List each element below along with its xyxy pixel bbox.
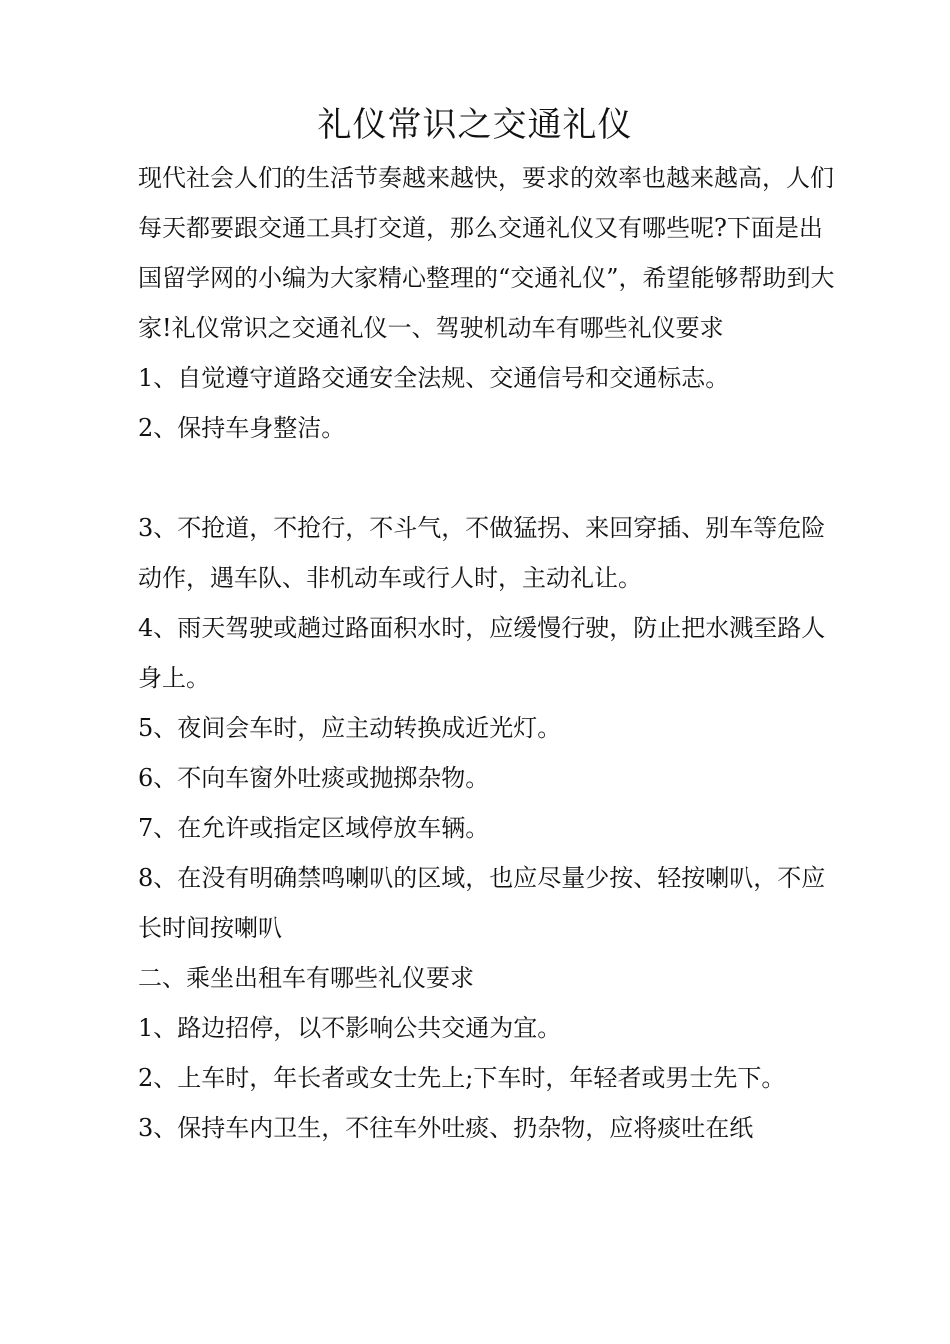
- list-item: 3、保持车内卫生，不往车外吐痰、扔杂物，应将痰吐在纸: [138, 1114, 754, 1142]
- list-item: 1、路边招停，以不影响公共交通为宜。: [138, 1014, 562, 1042]
- document-body: [138, 153, 838, 1153]
- intro-paragraph: 现代社会人们的生活节奏越来越快，要求的效率也越来越高，人们每天都要跟交通工具打交道，那么交通礼仪又有哪些呢?下面是出国留学网的小编为大家精心整理的“交通礼仪”，希望能够帮助到大家!礼仪常识之交通礼仪一、驾驶机动车有哪些礼仪要求: [138, 164, 835, 342]
- list-item: 3、不抢道，不抢行，不斗气，不做猛拐、来回穿插、别车等危险动作，遇车队、非机动车或行人时，主动礼让。: [138, 514, 826, 592]
- list-item: 1、自觉遵守道路交通安全法规、交通信号和交通标志。: [138, 364, 730, 392]
- list-item: 2、上车时，年长者或女士先上;下车时，年轻者或男士先下。: [138, 1064, 786, 1092]
- list-item: 8、在没有明确禁鸣喇叭的区域，也应尽量少按、轻按喇叭，不应长时间按喇叭: [138, 864, 826, 942]
- section-heading: 二、乘坐出租车有哪些礼仪要求: [138, 964, 474, 992]
- list-item: 5、夜间会车时，应主动转换成近光灯。: [138, 714, 562, 742]
- list-item: 4、雨天驾驶或趟过路面积水时，应缓慢行驶，防止把水溅至路人身上。: [138, 614, 826, 692]
- list-item: 6、不向车窗外吐痰或抛掷杂物。: [138, 764, 490, 792]
- blank-line: [138, 453, 838, 503]
- list-item: 2、保持车身整洁。: [138, 414, 346, 442]
- document-title: 礼仪常识之交通礼仪: [317, 105, 633, 145]
- list-item: 7、在允许或指定区域停放车辆。: [138, 814, 490, 842]
